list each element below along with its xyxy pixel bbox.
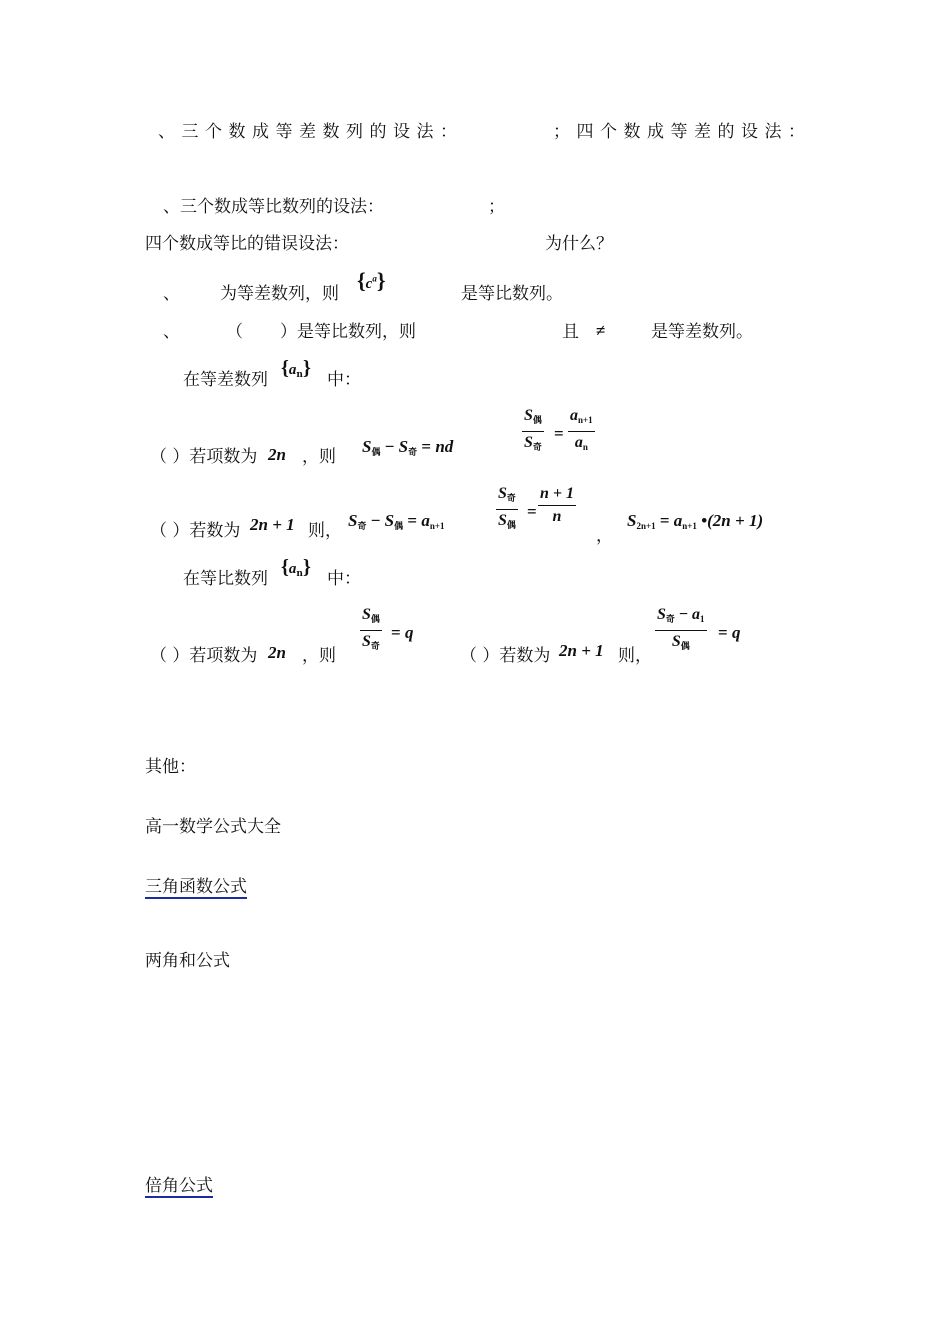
case-even-label: （ ）若项数为 (150, 447, 258, 467)
math-2n-plus-1: 2n + 1 (250, 515, 295, 534)
semicolon: ； (488, 197, 505, 217)
brace-an: $\{a_n\}$ (281, 357, 311, 380)
formula-geo-even-ratio: $S_偶$ $S_奇$ (362, 606, 380, 651)
then-label: ，则 (302, 447, 336, 467)
brace-an: $\{a_n\}$ (281, 556, 311, 579)
formula-geo-odd-ratio: $S_奇 - a_1$ $S_偶$ (657, 606, 705, 651)
other-label: 其他： (145, 757, 196, 777)
eq-q: = q (391, 623, 414, 642)
geo-case-even-label: （ ）若项数为 (150, 646, 258, 666)
arith-four-terms-label: ；四个数成等差的设法： (553, 122, 812, 142)
why-question: 为什么？ (545, 234, 613, 254)
trig-formulas-link[interactable]: 三角函数公式 (145, 877, 247, 897)
formula-even-ratio: $S_偶$ $S_奇$ (524, 407, 542, 452)
formula-odd-ratio-rhs: n + 1 n (540, 485, 575, 525)
geo-seq-heading: 在等比数列 (183, 569, 268, 589)
eq-sign: = (527, 502, 537, 521)
geo-case-odd-label: （ ）若数为 (460, 646, 551, 666)
math-2n: 2n (268, 643, 286, 662)
formula-odd-diff: $S_奇 - S_偶 = a_{n+1}$ (348, 511, 445, 531)
geo-three-terms-label: 、三个数成等比数列的设法： (163, 197, 384, 217)
arith-result-label: 是等差数列。 (651, 322, 753, 342)
case-odd-label: （ ）若数为 (150, 521, 241, 541)
then-label: ，则 (302, 646, 336, 666)
double-angle-link[interactable]: 倍角公式 (145, 1176, 213, 1196)
arith-seq-heading: 在等差数列 (183, 370, 268, 390)
not-equal-sign: ≠ (596, 321, 606, 340)
colon-label: 中： (327, 370, 361, 390)
then-label: 则， (618, 646, 652, 666)
geo-result-label: 是等比数列。 (461, 284, 563, 304)
colon-label: 中： (327, 569, 361, 589)
geo-four-wrong-label: 四个数成等比的错误设法： (145, 234, 349, 254)
arith-three-terms-label: 、三个数成等差数列的设法： (158, 122, 464, 142)
eq-q: = q (718, 623, 741, 642)
brace-c-an: $\{c^a\}$ (357, 268, 386, 293)
eq-sign: = (554, 424, 564, 443)
formula-even-diff: $S_偶 - S_奇$ = nd (362, 437, 454, 457)
item-mark: 、 (163, 284, 180, 304)
math-2n: 2n (268, 445, 286, 464)
formula-even-ratio-rhs: $a_{n+1}$ $a_n$ (570, 407, 593, 452)
open-paren: （ (226, 322, 243, 342)
sum-formula-heading: 两角和公式 (145, 951, 230, 971)
math-2n-plus-1: 2n + 1 (559, 641, 604, 660)
arith-is-label: 为等差数列，则 (220, 284, 339, 304)
geo-is-label: ）是等比数列，则 (280, 322, 416, 342)
comma: ， (596, 526, 613, 546)
item-mark: 、 (163, 322, 180, 342)
formula-odd-ratio: $S_奇$ $S_偶$ (498, 485, 516, 530)
section-title: 高一数学公式大全 (145, 817, 281, 837)
then-label: 则， (308, 521, 342, 541)
and-label: 且 (562, 322, 579, 342)
formula-odd-sum: $S_{2n+1} = a_{n+1}$ •(2n + 1) (627, 511, 764, 531)
